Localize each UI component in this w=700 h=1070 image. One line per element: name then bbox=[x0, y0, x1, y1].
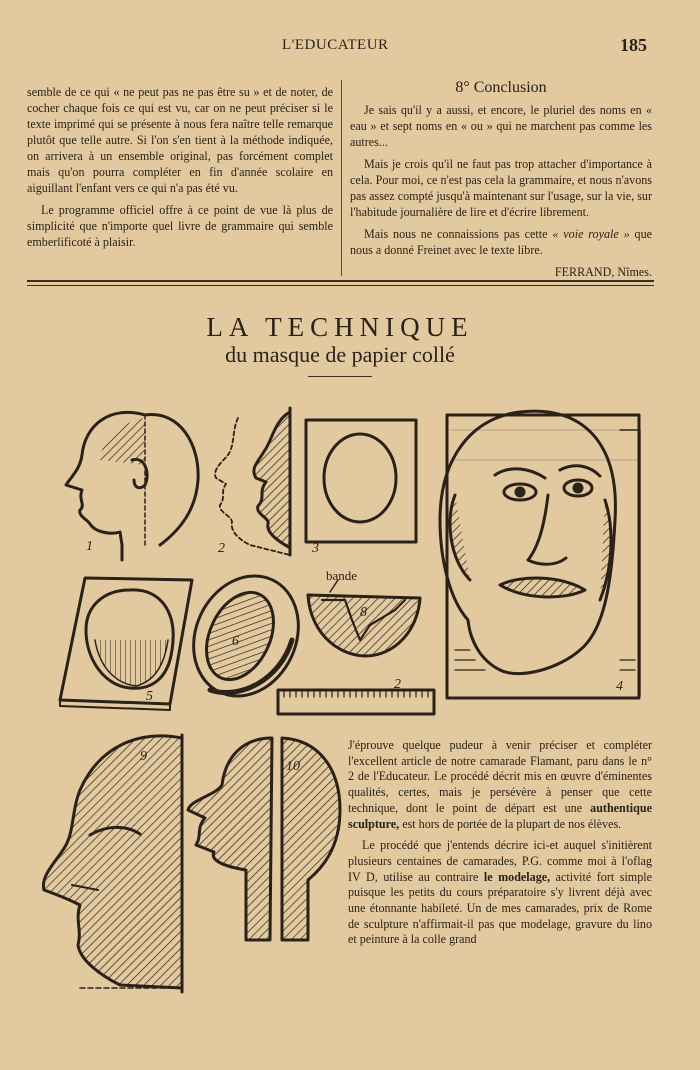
figure-1-head-profile bbox=[66, 412, 198, 560]
fig-label-8: 8 bbox=[360, 605, 367, 620]
left-paragraph-1: semble de ce qui « ne peut pas ne pas être su » et de noter, de cocher chaque fois ce qui est vu, car on ne peut préciser si le texte imprimé qui se présente à nous fera naître telle remarque plutôt que telle autre. Si l'on s'en tient à la méthode indiquée, on arrivera à un ensemble original, pas forcément complet mais qu'on pourra compléter en fin d'année scolaire en aiguillant l'enfant vers ce qui n'a pas été vu. bbox=[27, 85, 333, 195]
p1-bold: authentique sculpture, bbox=[348, 800, 652, 831]
fig-label-ruler: 2 bbox=[394, 677, 401, 692]
right-paragraph-2: Mais je crois qu'il ne faut pas trop attacher d'importance à cela. Pour moi, ce n'est pas cela la grammaire, et nous n'avons pas assez compté jusqu'à maintenant sur l'usage, sur la vie, sur l'habitude journalière de lire et d'écrire librement. bbox=[350, 157, 652, 219]
article-paragraph-2 bbox=[348, 838, 652, 948]
left-paragraph-2: Le programme officiel offre à ce point de vue là plus de simplicité que n'importe quel livre de grammaire qui semble emberlificoté à plaisir. bbox=[27, 203, 333, 249]
article-subtitle: du masque de papier collé bbox=[225, 342, 455, 367]
fig-label-3: 3 bbox=[312, 541, 319, 556]
p1-text-b: est hors de portée de la plupart de nos élèves. bbox=[402, 816, 622, 831]
figure-2-half-profile bbox=[215, 408, 290, 555]
right-paragraph-1: Je sais qu'il y a aussi, et encore, le pluriel des noms en « eau » et sept noms en « ou » qui ne marchent pas comme les autres... bbox=[350, 103, 652, 149]
p3-end: que nous a donné Freinet avec le texte libre. bbox=[350, 227, 653, 257]
fig-label-10: 10 bbox=[286, 759, 300, 774]
figure-9-large-profile bbox=[43, 735, 182, 992]
p1-text-a: J'éprouve quelque pudeur à venir préciser et compléter l'excellent article de notre camarade Flamant, paru dans le n° 2 de l'Educateur. Le procédé décrit mis en œuvre d'éminentes qualités, certes, mais je persévère à penser que cette technique, dont le point de départ est une bbox=[348, 738, 652, 815]
p2-bold: le modelage, bbox=[483, 869, 551, 884]
p3-italic: « voie royale » bbox=[552, 227, 630, 241]
p2-text-b: activité fort simple puisque les petits du cours préparatoire s'y livrent déjà avec une étonnante habileté. Un de mes camarades, prix de Rome de sculpture n'affirmait-il pas que modelage, gravure du lino et peinture à la colle grand bbox=[348, 869, 652, 947]
p2-text-a: Le procédé que j'entends décrire ici-et auquel s'initièrent plusieurs centaines de camarades, P.G. comme moi à l'oflag IV D, utilise au contraire bbox=[348, 838, 652, 884]
figure-5-mask-in-box bbox=[60, 578, 192, 710]
article-paragraph-1 bbox=[348, 738, 652, 832]
figure-3-oval-frame bbox=[306, 420, 416, 542]
journal-title: L'EDUCATEUR bbox=[282, 37, 389, 53]
section-heading: 8° Conclusion bbox=[455, 79, 547, 96]
fig-label-6: 6 bbox=[232, 634, 239, 649]
figure-10-split-halves bbox=[188, 738, 340, 940]
fig-label-bande: bande bbox=[326, 568, 358, 583]
fig-label-1: 1 bbox=[86, 539, 93, 554]
fig-label-9: 9 bbox=[140, 749, 147, 764]
signature: FERRAND, Nîmes. bbox=[554, 265, 652, 279]
article-title: LA TECHNIQUE bbox=[206, 312, 474, 342]
fig-label-4: 4 bbox=[616, 679, 623, 694]
figure-4-finished-mask bbox=[440, 411, 640, 698]
fig-label-5: 5 bbox=[146, 689, 153, 704]
figure-ruler bbox=[278, 690, 434, 714]
fig-label-2: 2 bbox=[218, 541, 225, 556]
page-number: 185 bbox=[620, 35, 647, 55]
p3-start: Mais nous ne connaissions pas cette bbox=[364, 227, 548, 241]
article-body-column bbox=[348, 738, 652, 954]
